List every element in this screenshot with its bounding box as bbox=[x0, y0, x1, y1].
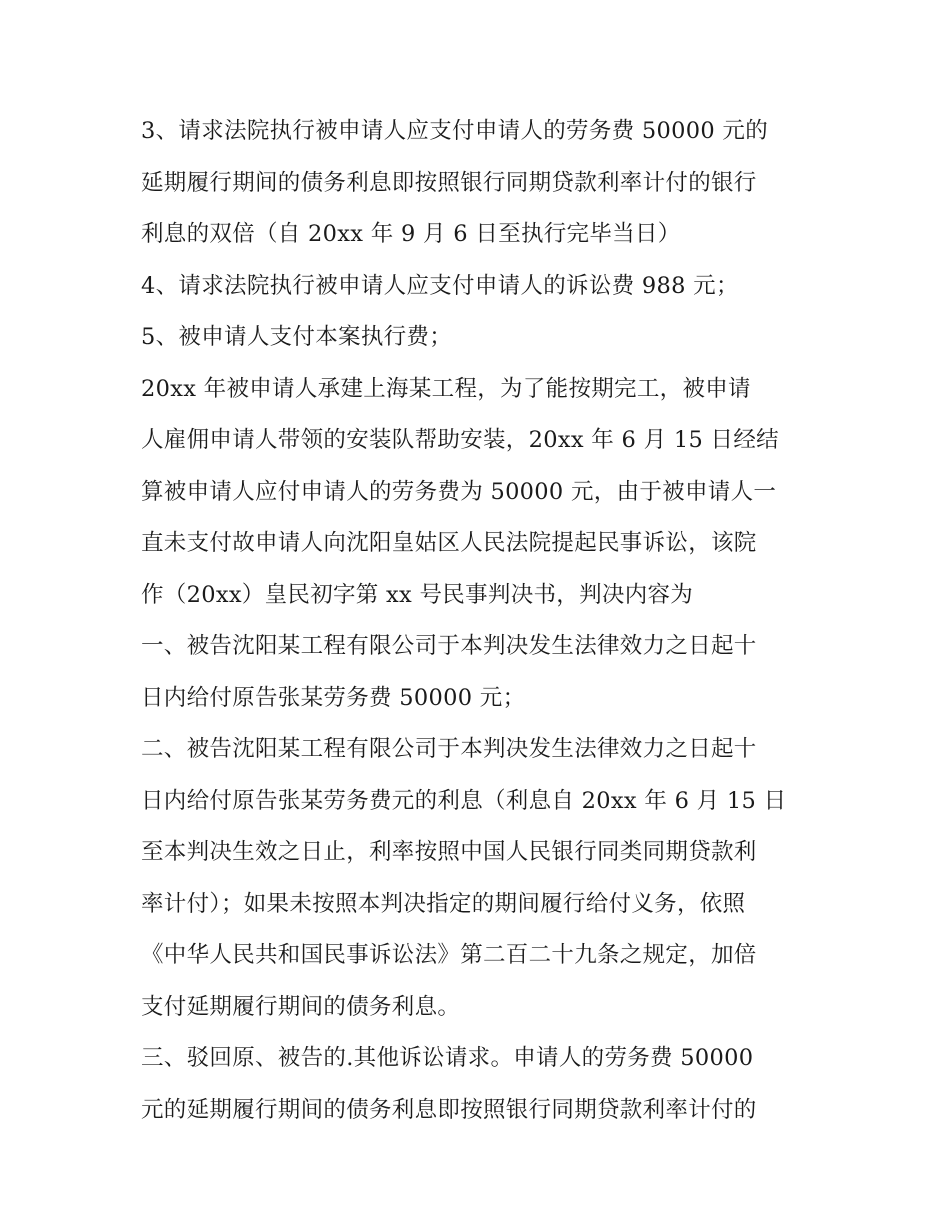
text-line: 日内给付原告张某劳务费 50000 元； bbox=[141, 684, 526, 711]
text-line: 直未支付故申请人向沈阳皇姑区人民法院提起民事诉讼，该院 bbox=[141, 530, 757, 556]
text-line: 利息的双倍（自 20xx 年 9 月 6 日至执行完毕当日） bbox=[141, 221, 681, 247]
text-line: 《中华人民共和国民事诉讼法》第二百二十九条之规定，加倍 bbox=[141, 942, 757, 968]
text-line: 至本判决生效之日止，利率按照中国人民银行同类同期贷款利 bbox=[141, 839, 757, 865]
text-line: 5、被申请人支付本案执行费； bbox=[141, 324, 453, 350]
text-line: 元的延期履行期间的债务利息即按照银行同期贷款利率计付的 bbox=[141, 1096, 757, 1123]
text-line: 20xx 年被申请人承建上海某工程，为了能按期完工，被申请 bbox=[141, 375, 751, 402]
text-line: 日内给付原告张某劳务费元的利息（利息自 20xx 年 6 月 15 日 bbox=[141, 787, 787, 814]
text-line: 作（20xx）皇民初字第 xx 号民事判决书，判决内容为 bbox=[141, 581, 694, 608]
text-line: 4、请求法院执行被申请人应支付申请人的诉讼费 988 元； bbox=[141, 272, 739, 299]
document-body bbox=[141, 106, 831, 1136]
text-line: 一、被告沈阳某工程有限公司于本判决发生法律效力之日起十 bbox=[141, 633, 757, 659]
text-line: 二、被告沈阳某工程有限公司于本判决发生法律效力之日起十 bbox=[141, 736, 757, 762]
text-line: 3、请求法院执行被申请人应支付申请人的劳务费 50000 元的 bbox=[141, 118, 768, 144]
text-line: 支付延期履行期间的债务利息。 bbox=[141, 993, 461, 1020]
text-line: 延期履行期间的债务利息即按照银行同期贷款利率计付的银行 bbox=[141, 169, 757, 196]
text-line: 算被申请人应付申请人的劳务费为 50000 元，由于被申请人一 bbox=[141, 478, 777, 505]
text-line: 率计付）；如果未按照本判决指定的期间履行给付义务，依照 bbox=[141, 890, 746, 917]
text-line: 三、驳回原、被告的.其他诉讼请求。申请人的劳务费 50000 bbox=[141, 1045, 754, 1071]
text-line: 人雇佣申请人带领的安装队帮助安装，20xx 年 6 月 15 日经结 bbox=[141, 427, 779, 453]
